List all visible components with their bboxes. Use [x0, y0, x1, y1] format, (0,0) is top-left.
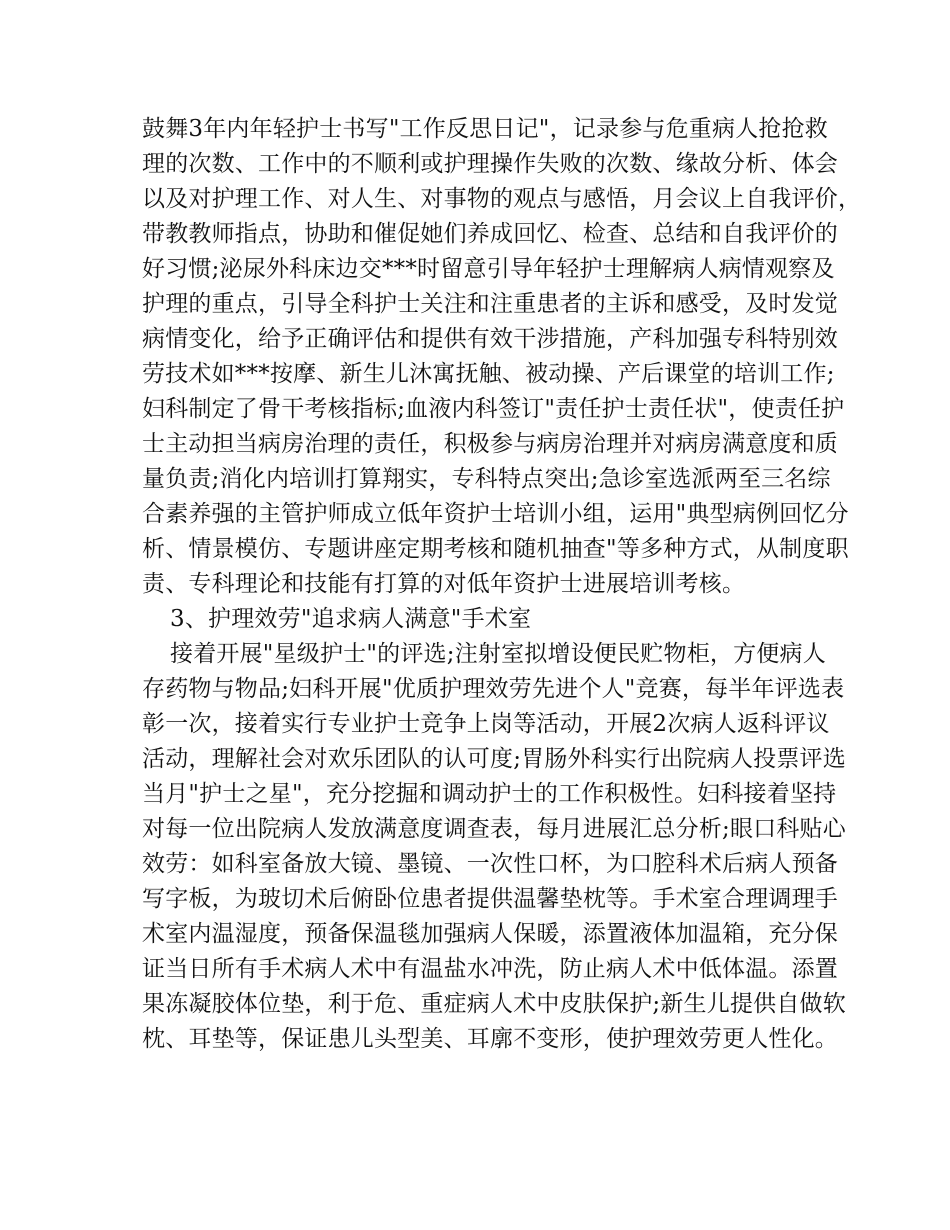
body-text-line: 术室内温湿度，预备保温毯加强病人保暖，添置液体加温箱，充分保	[142, 921, 838, 947]
body-text-line: 析、情景模仿、专题讲座定期考核和随机抽查"等多种方式，从制度职	[142, 536, 849, 562]
body-text-line: 鼓舞3年内年轻护士书写"工作反思日记"，记录参与危重病人抢抢救	[142, 116, 828, 142]
body-text-line: 护理的重点，引导全科护士关注和注重患者的主诉和感受，及时发觉	[142, 291, 838, 317]
body-text-line: 士主动担当病房治理的责任，积极参与病房治理并对病房满意度和质	[142, 431, 838, 457]
body-text-line: 枕、耳垫等，保证患儿头型美、耳廓不变形，使护理效劳更人性化。	[142, 1026, 838, 1052]
body-text-line: 彰一次，接着实行专业护士竞争上岗等活动，开展2次病人返科评议	[142, 711, 830, 737]
body-text-line: 当月"护士之星"，充分挖掘和调动护士的工作积极性。妇科接着坚持	[142, 781, 837, 807]
body-text-line: 证当日所有手术病人术中有温盐水冲洗，防止病人术中低体温。添置	[142, 956, 838, 982]
body-text-line: 果冻凝胶体位垫，利于危、重症病人术中皮肤保护;新生儿提供自做软	[142, 991, 846, 1017]
body-text-line: 效劳：如科室备放大镜、墨镜、一次性口杯，为口腔科术后病人预备	[142, 851, 838, 877]
body-text-line: 量负责;消化内培训打算翔实，专科特点突出;急诊室选派两至三名综	[142, 466, 831, 492]
body-text-line: 存药物与物品;妇科开展"优质护理效劳先进个人"竞赛，每半年评选表	[142, 676, 845, 702]
body-text-line: 合素养强的主管护师成立低年资护士培训小组，运用"典型病例回忆分	[142, 501, 849, 527]
body-text-line: 责、专科理论和技能有打算的对低年资护士进展培训考核。	[142, 571, 746, 597]
section-heading: 3、护理效劳"追求病人满意"手术室	[170, 606, 532, 632]
body-text-line: 活动，理解社会对欢乐团队的认可度;胃肠外科实行出院病人投票评选	[142, 746, 846, 772]
body-text-line: 带教教师指点，协助和催促她们养成回忆、检查、总结和自我评价的	[142, 221, 838, 247]
body-text-line: 对每一位出院病人发放满意度调查表，每月进展汇总分析;眼口科贴心	[142, 816, 846, 842]
body-text-line: 病情变化，给予正确评估和提供有效干涉措施，产科加强专科特别效	[142, 326, 838, 352]
body-text-line: 妇科制定了骨干考核指标;血液内科签订"责任护士责任状"，使责任护	[142, 396, 845, 422]
body-text-line: 理的次数、工作中的不顺利或护理操作失败的次数、缘故分析、体会	[142, 151, 838, 177]
body-text-line: 接着开展"星级护士"的评选;注射室拟增设便民贮物柜，方便病人	[170, 641, 826, 667]
body-text-line: 好习惯;泌尿外科床边交***时留意引导年轻护士理解病人病情观察及	[142, 256, 835, 282]
body-text-line: 劳技术如***按摩、新生儿沐寓抚触、被动操、产后课堂的培训工作;	[142, 361, 835, 387]
body-text-line: 以及对护理工作、对人生、对事物的观点与感悟，月会议上自我评价，	[142, 186, 862, 212]
body-text-line: 写字板，为玻切术后俯卧位患者提供温馨垫枕等。手术室合理调理手	[142, 886, 838, 912]
